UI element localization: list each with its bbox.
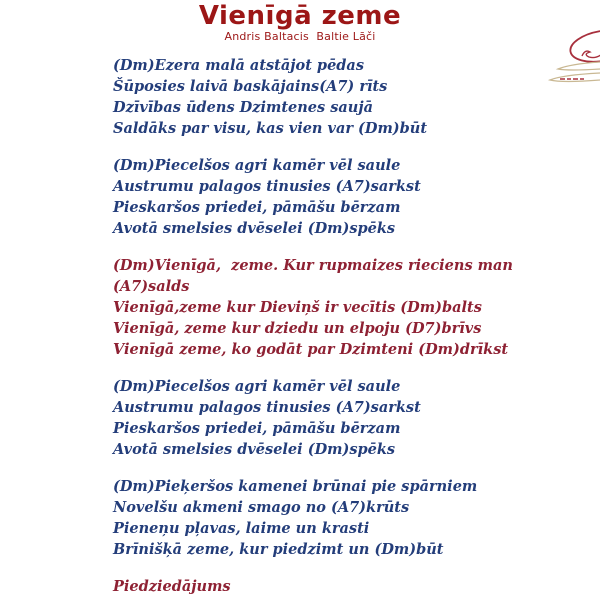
song-artists: Andris Baltacis Baltie Lāči [224, 30, 376, 43]
lyric-line: Dzīvības ūdens Dzimtenes saujā [113, 99, 373, 116]
lyric-line: Novelšu akmeni smago no (A7)krūts [113, 499, 410, 516]
lyric-line: Vienīgā,zeme kur Dieviņš ir vecītis (Dm)balts [113, 299, 482, 316]
song-title: Vienīgā zeme [198, 1, 402, 31]
lyric-line: Austrumu palagos tinusies (A7)sarkst [113, 399, 421, 416]
lyric-line: (Dm)Piecelšos agri kamēr vēl saule [113, 378, 401, 395]
refrain-note-text: Piedziedājums [113, 578, 231, 595]
lyric-line: Pieneņu pļavas, laime un krasti [113, 520, 370, 537]
lyric-line: Austrumu palagos tinusies (A7)sarkst [113, 178, 421, 195]
lyric-line: Vienīgā, zeme kur dziedu un elpoju (D7)brīvs [113, 320, 482, 337]
lyric-line: Vienīgā zeme, ko godāt par Dzimteni (Dm)drīkst [113, 341, 509, 358]
verse-3 [113, 376, 583, 460]
chorus [113, 255, 583, 360]
lyrics [113, 55, 583, 600]
verse-2 [113, 155, 583, 239]
lyric-line: Avotā smelsies dvēselei (Dm)spēks [113, 220, 396, 237]
lyric-line: (Dm)Ezera malā atstājot pēdas [113, 57, 364, 74]
lyric-line: Šūposies laivā baskājains(A7) rīts [113, 78, 388, 95]
lyric-line: Avotā smelsies dvēselei (Dm)spēks [113, 441, 396, 458]
lyric-line: Pieskaršos priedei, pāmāšu bērzam [113, 199, 401, 216]
lyric-line: (Dm)Pieķeršos kamenei brūnai pie spārniem [113, 478, 478, 495]
lyric-line: Pieskaršos priedei, pāmāšu bērzam [113, 420, 401, 437]
lyric-line: Saldāks par visu, kas vien var (Dm)būt [113, 120, 428, 137]
verse-4 [113, 476, 583, 560]
verse-1 [113, 55, 583, 139]
refrain-note [113, 576, 583, 597]
lyric-line: Brīnišķā zeme, kur piedzimt un (Dm)būt [113, 541, 444, 558]
lyric-line: (Dm)Piecelšos agri kamēr vēl saule [113, 157, 401, 174]
lyric-line: (Dm)Vienīgā, zeme. Kur rupmaizes rieciens man (A7)salds [113, 257, 519, 295]
song-header [0, 0, 600, 43]
